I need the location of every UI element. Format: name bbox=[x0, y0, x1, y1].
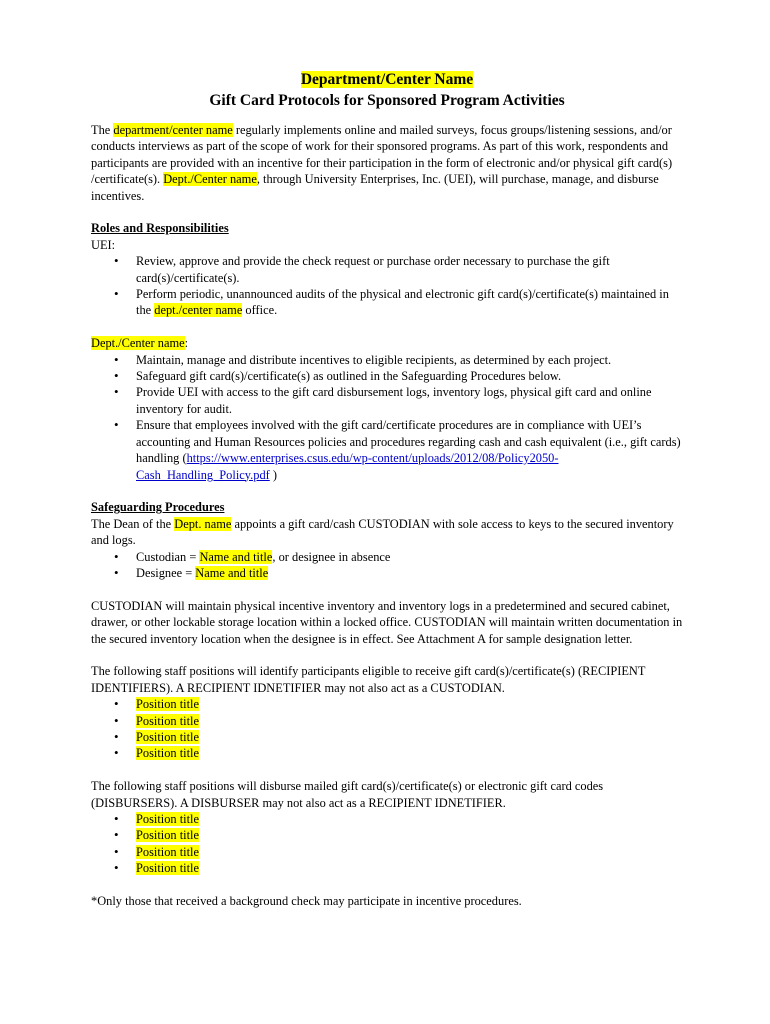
list-item: • Position title bbox=[91, 811, 683, 827]
dept-responsibilities-list bbox=[91, 352, 683, 483]
footnote: *Only those that received a background check may participate in incentive procedures. bbox=[91, 893, 522, 908]
identifiers-paragraph: The following staff positions will identify participants eligible to receive gift card(s)/certificate(s) (RECIPIENT IDENTIFIERS). A RECIPIENT IDNETIFIER may not also act as a CUSTODIAN. bbox=[91, 664, 646, 695]
list-item: • Position title bbox=[91, 827, 683, 843]
list-item: • Perform periodic, unannounced audits of the physical and electronic gift card(s)/certificate(s) maintained in the dept./center name office. bbox=[91, 286, 683, 319]
list-item: • Provide UEI with access to the gift card disbursement logs, inventory logs, physical gift card and online inventory for audit. bbox=[91, 384, 683, 417]
list-item: • Maintain, manage and distribute incentives to eligible recipients, as determined by each project. bbox=[91, 352, 683, 368]
list-item: • Safeguard gift card(s)/certificate(s) as outlined in the Safeguarding Procedures below. bbox=[91, 368, 683, 384]
safeguarding-paragraph: The Dean of the Dept. name appoints a gift card/cash CUSTODIAN with sole access to keys to the secured inventory and logs. bbox=[91, 516, 674, 548]
placeholder-highlight: Name and title bbox=[195, 565, 269, 580]
section-heading-safeguarding: Safeguarding Procedures bbox=[91, 500, 225, 515]
list-item: • Position title bbox=[91, 844, 683, 860]
page-subtitle: Gift Card Protocols for Sponsored Program Activities bbox=[209, 92, 565, 109]
list-item: • Designee = Name and title bbox=[91, 565, 683, 581]
list-item: • Position title bbox=[91, 745, 683, 761]
list-item: • Position title bbox=[91, 696, 683, 712]
list-item: • Review, approve and provide the check request or purchase order necessary to purchase the gift card(s)/certificate(s). bbox=[91, 253, 683, 286]
placeholder-highlight: dept./center name bbox=[154, 303, 243, 318]
document-body bbox=[91, 70, 683, 909]
list-item: • Position title bbox=[91, 860, 683, 876]
placeholder-highlight: Dept./Center name bbox=[163, 172, 257, 187]
list-item: • Position title bbox=[91, 729, 683, 745]
custodian-paragraph: CUSTODIAN will maintain physical incentive inventory and inventory logs in a predetermined and secured cabinet, drawer, or other lockable storage location within a locked office. CUSTODIAN will maintain written documentation in the secured inventory location when the designee is in effect. See Attachment A for sample designation letter. bbox=[91, 598, 683, 646]
placeholder-highlight: department/center name bbox=[113, 123, 233, 137]
list-item: • Custodian = Name and title, or designee in absence bbox=[91, 549, 683, 565]
disburser-positions-list bbox=[91, 811, 683, 877]
list-item: • Ensure that employees involved with the gift card/certificate procedures are in compliance with UEI’s accounting and Human Resources policies and procedures regarding cash and cash equivalent (i.e., gift cards) handling (https://www.enterprises.csus.edu/wp-content/uploads/2012/08/Policy2050-Cash_Handling_Policy.pdf ) bbox=[91, 417, 683, 483]
cash-handling-policy-link[interactable]: https://www.enterprises.csus.edu/wp-content/uploads/2012/08/Policy2050-Cash_Handling_Policy.pdf bbox=[136, 451, 559, 482]
list-item: • Position title bbox=[91, 713, 683, 729]
placeholder-highlight: Dept. name bbox=[174, 516, 232, 531]
uei-responsibilities-list bbox=[91, 253, 683, 319]
custodian-list bbox=[91, 549, 683, 582]
page-title: Department/Center Name bbox=[300, 71, 474, 88]
disbursers-paragraph: The following staff positions will disburse mailed gift card(s)/certificate(s) or electronic gift card codes (DISBURSERS). A DISBURSER may not also act as a RECIPIENT IDNETIFIER. bbox=[91, 779, 604, 810]
identifier-positions-list bbox=[91, 696, 683, 762]
section-heading-roles: Roles and Responsibilities bbox=[91, 221, 229, 236]
dept-label: Dept./Center name: bbox=[91, 336, 189, 351]
uei-label: UEI: bbox=[91, 237, 116, 252]
placeholder-highlight: Name and title bbox=[199, 549, 273, 564]
intro-paragraph: The department/center name regularly implements online and mailed surveys, focus groups/listening sessions, and/or conducts interviews as part of the scope of work for their sponsored programs. As part of this work, respondents and participants are provided with an incentive for their participation in the form of electronic and/or physical gift card(s) /certificate(s). Dept./Center name, through University Enterprises, Inc. (UEI), will purchase, manage, and disburse incentives. bbox=[91, 123, 673, 203]
